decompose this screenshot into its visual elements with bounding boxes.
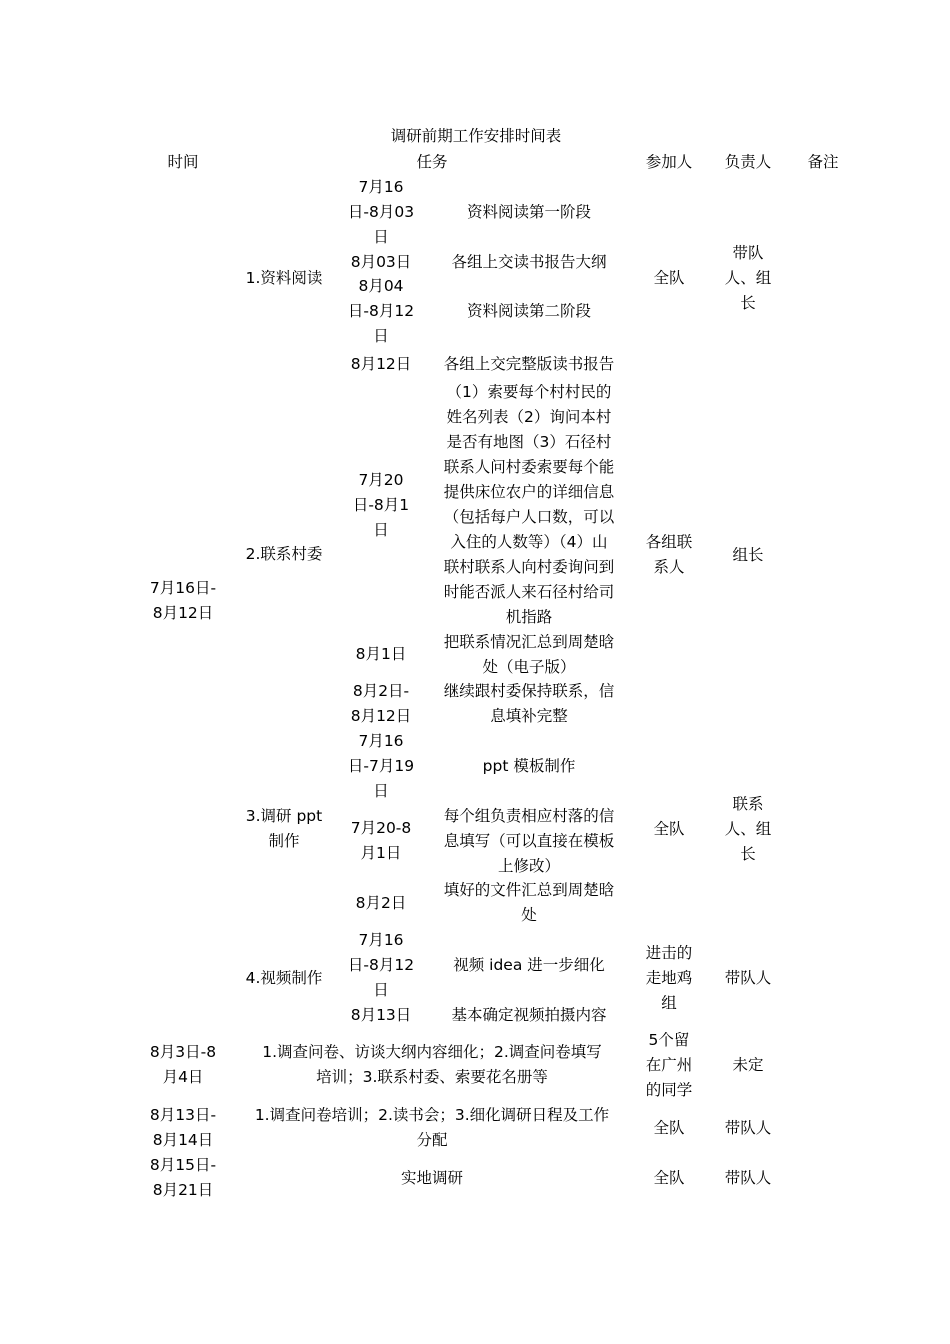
page-title: 调研前期工作安排时间表 <box>390 127 562 145</box>
group4-participants: 进击的 走地鸡 组 <box>645 944 693 1012</box>
period4-participants: 全队 <box>653 1169 685 1187</box>
group3-row1-date: 7月16 日-7月19 日 <box>347 732 415 800</box>
group2-name: 2.联系村委 <box>245 545 323 563</box>
group3-name: 3.调研 ppt 制作 <box>245 807 323 850</box>
group3-row3-date: 8月2日 <box>355 894 407 912</box>
group1-leader: 带队 人、组 长 <box>724 244 772 312</box>
period3-task: 1.调查问卷培训；2.读书会；3.细化调研日程及工作 分配 <box>254 1106 610 1149</box>
group2-row3-task: 继续跟村委保持联系，信 息填补完整 <box>443 682 615 725</box>
group4-row1-task: 视频 idea 进一步细化 <box>453 956 605 974</box>
period3-participants: 全队 <box>653 1119 685 1137</box>
group3-row3-task: 填好的文件汇总到周楚晗 处 <box>443 881 615 924</box>
period2-task: 1.调查问卷、访谈大纲内容细化；2.调查问卷填写 培训；3.联系村委、索要花名册等 <box>262 1043 602 1086</box>
group3-row1-task: ppt 模板制作 <box>482 757 576 775</box>
header-leader: 负责人 <box>724 153 772 171</box>
period1-time: 7月16日- 8月12日 <box>149 579 217 622</box>
group2-leader: 组长 <box>732 546 764 564</box>
header-time: 时间 <box>167 153 199 171</box>
period2-time: 8月3日-8 月4日 <box>149 1043 217 1086</box>
period4-task: 实地调研 <box>400 1169 464 1187</box>
group1-row1-date: 7月16 日-8月03 日 <box>347 178 415 246</box>
group1-row4-date: 8月12日 <box>350 355 412 373</box>
group2-row3-date: 8月2日- 8月12日 <box>350 682 412 725</box>
group4-leader: 带队人 <box>724 969 772 987</box>
group4-row1-date: 7月16 日-8月12 日 <box>347 931 415 999</box>
period3-time: 8月13日- 8月14日 <box>149 1106 217 1149</box>
group1-row3-task: 资料阅读第二阶段 <box>466 302 592 320</box>
group1-row2-date: 8月03日 <box>350 253 412 271</box>
period4-time: 8月15日- 8月21日 <box>149 1156 217 1199</box>
group1-row4-task: 各组上交完整版读书报告 <box>443 355 615 373</box>
group4-row2-task: 基本确定视频拍摄内容 <box>451 1006 607 1024</box>
group2-row1-date: 7月20 日-8月1 日 <box>352 471 410 539</box>
group2-row2-date: 8月1日 <box>355 645 407 663</box>
period2-leader: 未定 <box>732 1056 764 1074</box>
group4-row2-date: 8月13日 <box>350 1006 412 1024</box>
header-participants: 参加人 <box>645 153 693 171</box>
group1-participants: 全队 <box>653 269 685 287</box>
group2-row2-task: 把联系情况汇总到周楚晗 处（电子版） <box>443 633 615 676</box>
group2-participants: 各组联 系人 <box>645 533 693 576</box>
group1-row2-task: 各组上交读书报告大纲 <box>451 253 607 271</box>
group3-row2-date: 7月20-8 月1日 <box>350 819 412 862</box>
group3-participants: 全队 <box>653 820 685 838</box>
group3-row2-task: 每个组负责相应村落的信 息填写（可以直接在模板 上修改） <box>443 807 615 875</box>
period4-leader: 带队人 <box>724 1169 772 1187</box>
group1-name: 1.资料阅读 <box>245 269 323 287</box>
period3-leader: 带队人 <box>724 1119 772 1137</box>
group1-row3-date: 8月04 日-8月12 日 <box>347 277 415 345</box>
period2-participants: 5个留 在广州 的同学 <box>645 1031 693 1099</box>
group1-row1-task: 资料阅读第一阶段 <box>466 203 592 221</box>
header-notes: 备注 <box>807 153 839 171</box>
group3-leader: 联系 人、组 长 <box>724 795 772 863</box>
group4-name: 4.视频制作 <box>245 969 323 987</box>
header-task: 任务 <box>416 153 448 171</box>
group2-row1-task: （1）索要每个村村民的 姓名列表（2）询问本村 是否有地图（3）石径村 联系人问村委索要每个能 提供床位农户的详细信息 （包括每户人口数，可以 入住的人数等）（4）山 联村联系人向村委询问到 时能否派人来石径村给司 机指路 <box>443 383 615 626</box>
